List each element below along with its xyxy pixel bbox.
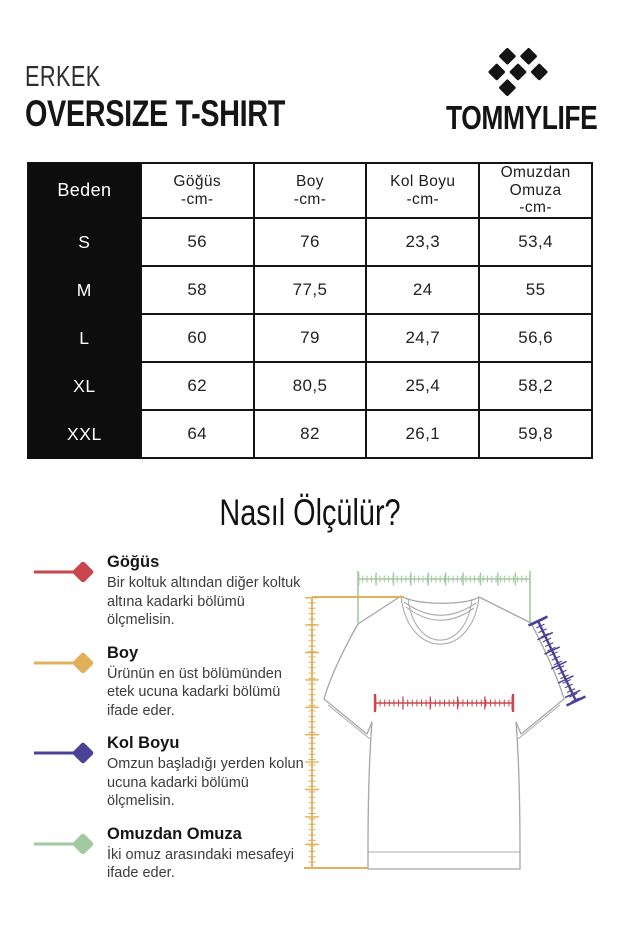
column-header <box>479 163 592 218</box>
column-header <box>28 163 141 218</box>
tshirt-outline <box>324 596 564 869</box>
measurement-cell: 64 <box>141 410 254 458</box>
measurement-cell: 58,2 <box>479 362 592 410</box>
column-header <box>254 163 367 218</box>
measurement-cell: 79 <box>254 314 367 362</box>
size-row <box>28 218 592 266</box>
tshirt-diagram <box>300 550 620 930</box>
measurement-cell: 53,4 <box>479 218 592 266</box>
brand-block <box>428 46 608 135</box>
measurement-cell: 25,4 <box>366 362 479 410</box>
category-label: ERKEK <box>25 61 101 93</box>
measurement-cell: 26,1 <box>366 410 479 458</box>
header-row <box>28 163 592 218</box>
measure-item-desc: Bir koltuk altından diğer koltuk altına kadarki bölümü ölçmelisin. <box>107 575 301 628</box>
size-row <box>28 410 592 458</box>
column-label: Göğüs <box>173 173 222 190</box>
column-unit: -cm- <box>406 190 440 208</box>
column-label: Beden <box>57 179 112 200</box>
size-cell: L <box>28 314 141 362</box>
brand-name: TOMMYLIFE <box>446 99 598 136</box>
measurement-cell: 23,3 <box>366 218 479 266</box>
column-unit: -cm- <box>293 190 327 208</box>
size-cell: XL <box>28 362 141 410</box>
measurement-cell: 82 <box>254 410 367 458</box>
measurement-cell: 77,5 <box>254 266 367 314</box>
size-cell: XXL <box>28 410 141 458</box>
measurement-cell: 76 <box>254 218 367 266</box>
size-chart-table <box>27 162 593 459</box>
measure-diamond-icon <box>33 646 99 680</box>
tshirt-illustration <box>300 550 620 930</box>
header-title-block <box>25 62 358 134</box>
measure-item-desc: İki omuz arasındaki mesafeyi ifade eder. <box>107 846 294 881</box>
measure-list <box>33 552 304 910</box>
section-title: Nasıl Ölçülür? <box>219 492 401 533</box>
measure-item-desc: Omzun başladığı yerden kolun ucuna kadarki bölümü ölçmelisin. <box>107 756 304 809</box>
measurement-cell: 56 <box>141 218 254 266</box>
size-row <box>28 266 592 314</box>
column-unit: -cm- <box>519 199 552 217</box>
column-unit: -cm- <box>180 190 214 208</box>
measurement-cell: 24 <box>366 266 479 314</box>
size-cell: M <box>28 266 141 314</box>
measurement-cell: 56,6 <box>479 314 592 362</box>
column-header <box>366 163 479 218</box>
column-header <box>141 163 254 218</box>
column-label: Boy <box>296 173 324 190</box>
measure-item <box>33 733 304 811</box>
measure-item-title: Kol Boyu <box>107 734 180 752</box>
size-row <box>28 362 592 410</box>
measurement-cell: 24,7 <box>366 314 479 362</box>
size-cell: S <box>28 218 141 266</box>
measurement-cell: 80,5 <box>254 362 367 410</box>
measurement-cell: 62 <box>141 362 254 410</box>
measure-item <box>33 824 301 897</box>
brand-logo-icon <box>483 46 553 98</box>
measurement-cell: 55 <box>479 266 592 314</box>
measurement-cell: 59,8 <box>479 410 592 458</box>
measure-item-title: Omuzdan Omuza <box>107 824 242 843</box>
measurement-cell: 58 <box>141 266 254 314</box>
measure-diamond-icon <box>33 827 99 861</box>
measure-item <box>33 552 301 630</box>
column-label: Omuzdan Omuza <box>500 164 571 199</box>
measure-diamond-icon <box>33 555 99 589</box>
measure-item-title: Göğüs <box>107 553 160 571</box>
measure-item <box>33 643 301 721</box>
size-row <box>28 314 592 362</box>
measure-diamond-icon <box>33 736 99 770</box>
measurement-cell: 60 <box>141 314 254 362</box>
product-title: OVERSIZE T-SHIRT <box>25 93 285 134</box>
table-body <box>28 218 592 458</box>
measure-item-desc: Ürünün en üst bölümünden etek ucuna kadarki bölümü ifade eder. <box>107 665 282 719</box>
column-label: Kol Boyu <box>390 173 456 190</box>
measure-item-title: Boy <box>107 643 139 662</box>
